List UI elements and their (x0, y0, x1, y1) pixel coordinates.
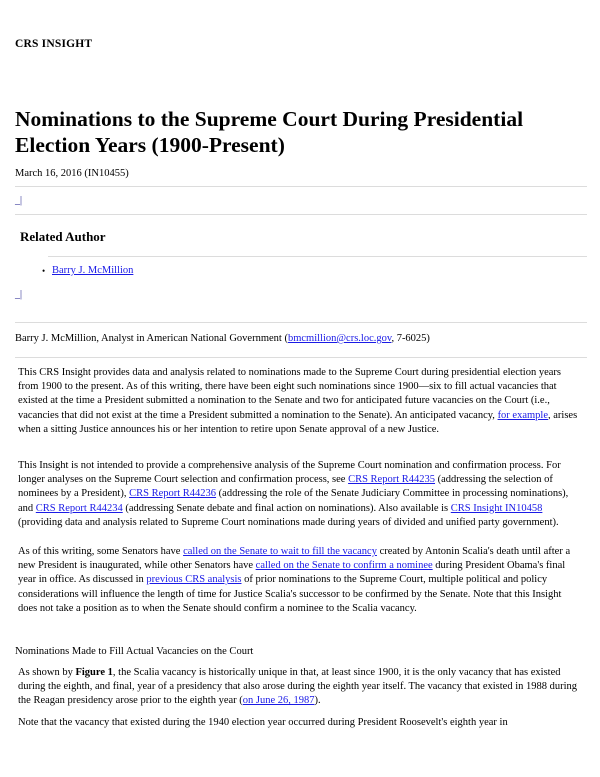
paragraph-text (15, 459, 583, 530)
anchor-mark-top: _| (15, 195, 23, 206)
paragraph-2-part-1: This Insight is not intended to provide a comprehensive analysis of the Supreme Court nomination and confirmation process. For longer analyses on the Supreme Court selection and confirmation process, see (18, 460, 561, 486)
link-crs-report-r44235[interactable]: CRS Report R44235 (348, 474, 436, 486)
link-on-june-26-1987[interactable]: on June 26, 1987 (242, 695, 315, 707)
paragraph-text (15, 545, 583, 616)
related-author-list (0, 264, 133, 278)
author-email-link[interactable]: bmcmillion@crs.loc.gov (287, 333, 392, 344)
masthead-crs-insight: CRS INSIGHT (15, 38, 93, 50)
related-author-heading: Related Author (20, 229, 106, 244)
paragraph-4-part-2: , the Scalia vacancy is historically unique in that, at least since 1900, it is the only vacancy that has existed during the eighth, and final, year of a presidency that also arose during the eighth year itself. The vacancy that existed in 1988 during the Reagan presidency arose prior to the eighth year ( (18, 667, 578, 707)
divider-above-related-author (15, 214, 587, 215)
list-item (42, 264, 134, 278)
body-paragraph-4 (15, 666, 583, 709)
paragraph-3-part-1: As of this writing, some Senators have (18, 546, 184, 557)
paragraph-4-part-3: ). (314, 695, 321, 707)
body-paragraph-5 (15, 716, 583, 730)
paragraph-1-part-1: This CRS Insight provides data and analysis related to nominations made to the Supreme Court during presidential election years from 1900 to the present. As of this writing, there have been eight such nominations since 1900—six to fill actual vacancies that existed at the time a President submitted a nomination to the Senate and two for anticipated future vacancies on the Court (i.e., vacancies that did not exist at the time a President submitted a nomination to the Senate). An anticipated vacancy, (18, 367, 561, 421)
paragraph-3-part-4: of prior nominations to the Supreme Court, multiple political and policy considerations will influence the length of time for Justice Scalia's successor to be confirmed by the Senate. Note that this Insight does not take a position as to when the Senate should confirm a nominee to the Scalia vacancy. (18, 574, 562, 614)
bullet-icon: • (42, 266, 46, 276)
paragraph-text (15, 366, 583, 437)
author-contact-suffix: , 7-6025) (391, 333, 430, 344)
page-title: Nominations to the Supreme Court During Presidential Election Years (1900-Present) (15, 107, 524, 158)
body-paragraph-2 (15, 459, 583, 530)
link-previous-crs-analysis[interactable]: previous CRS analysis (146, 574, 242, 586)
section-heading-actual-vacancies (15, 645, 583, 659)
body-paragraph-3 (15, 545, 583, 616)
anchor-mark-bottom: _| (15, 289, 23, 300)
divider-below-author-contact (15, 357, 587, 358)
paragraph-text: Note that the vacancy that existed during the 1940 election year occurred during President Roosevelt's eighth year in (18, 717, 508, 728)
body-paragraph-1 (15, 366, 583, 437)
paragraph-2-part-3: (addressing the role of the Senate Judiciary Committee in processing nominations), and (18, 488, 569, 514)
link-for-example[interactable]: for example (497, 409, 548, 421)
paragraph-2-part-4: (addressing Senate debate and final action on nominations). Also available is (122, 502, 451, 514)
link-crs-insight-in10458[interactable]: CRS Insight IN10458 (450, 502, 543, 514)
paragraph-text (15, 666, 583, 709)
link-crs-report-r44236[interactable]: CRS Report R44236 (129, 488, 217, 500)
author-contact-prefix: Barry J. McMillion, Analyst in American National Government ( (15, 333, 288, 344)
link-wait-to-fill-vacancy[interactable]: called on the Senate to wait to fill the vacancy (183, 546, 377, 557)
publication-date: March 16, 2016 (IN10455) (15, 168, 129, 179)
paragraph-3-part-3: during President Obama's final year in office. As discussed in (18, 560, 566, 586)
link-crs-report-r44234[interactable]: CRS Report R44234 (35, 502, 123, 514)
paragraph-4-part-1: As shown by (18, 667, 76, 678)
paragraph-3-part-2: created by Antonin Scalia's death until after a new President is inaugurated, while other Senators have (18, 546, 571, 572)
paragraph-2-part-2: (addressing the selection of nominees by a President), (18, 474, 553, 500)
link-confirm-a-nominee[interactable]: called on the Senate to confirm a nominee (255, 560, 433, 572)
figure-1-reference: Figure 1 (75, 667, 113, 678)
paragraph-1-part-2: , arises when a sitting Justice announces his or her intention to retire upon Senate approval of a new Justice. (18, 409, 578, 435)
author-link-barry-mcmillion[interactable]: Barry J. McMillion (52, 265, 134, 276)
paragraph-2-part-5: (providing data and analysis related to Supreme Court nominations made during years of divided and unified party government). (18, 516, 559, 528)
divider-above-author-contact (15, 322, 587, 323)
divider-below-date (15, 186, 587, 187)
author-contact-line (15, 332, 587, 346)
divider-above-author-list (48, 256, 587, 257)
section-heading-text: Nominations Made to Fill Actual Vacancies on the Court (15, 646, 254, 657)
